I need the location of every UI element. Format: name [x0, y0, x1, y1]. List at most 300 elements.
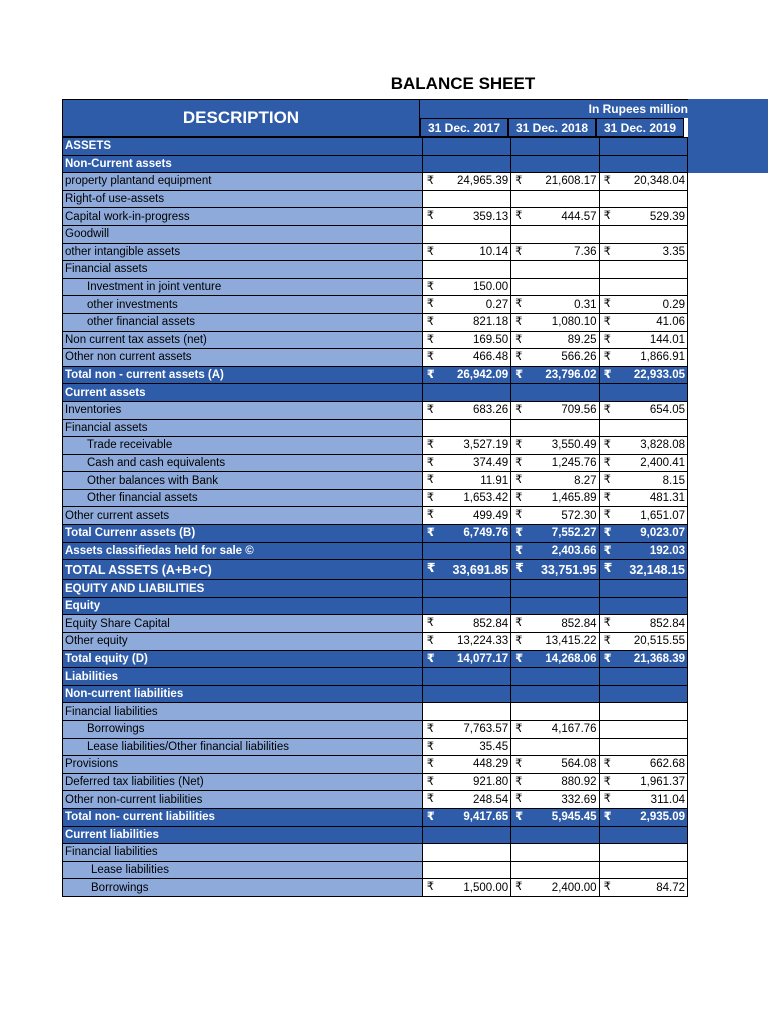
- amount: 499.49: [472, 509, 509, 522]
- value-cell: [511, 138, 599, 156]
- value-cell: [422, 721, 510, 739]
- rupee-symbol: ₹: [426, 368, 435, 381]
- rupee-symbol: ₹: [515, 210, 523, 223]
- rupee-symbol: ₹: [515, 175, 523, 188]
- rupee-symbol: ₹: [515, 245, 523, 258]
- amount: 311.04: [650, 793, 685, 806]
- row-label: Capital work-in-progress: [63, 208, 423, 226]
- value-cell: [599, 861, 687, 879]
- table-row: [63, 773, 688, 791]
- value-cell: [599, 208, 687, 226]
- row-label: Trade receivable: [63, 437, 423, 455]
- rupee-symbol: ₹: [426, 210, 435, 223]
- units-header-extension: [688, 99, 768, 173]
- value-cell: [422, 243, 510, 261]
- value-cell: [511, 190, 599, 208]
- value-cell: [599, 489, 687, 507]
- rupee-symbol: ₹: [515, 793, 523, 806]
- value-cell: [422, 844, 510, 862]
- amount: 1,080.10: [551, 316, 597, 329]
- value-cell: [511, 454, 599, 472]
- rupee-symbol: ₹: [603, 881, 611, 894]
- rupee-symbol: ₹: [426, 245, 435, 258]
- value-cell: [511, 615, 599, 633]
- row-label: Borrowings: [63, 879, 423, 897]
- rupee-symbol: ₹: [426, 280, 435, 293]
- row-label: Borrowings: [63, 721, 423, 739]
- amount: 359.13: [472, 210, 509, 223]
- rupee-symbol: ₹: [426, 527, 435, 540]
- amount: 23,796.02: [545, 369, 597, 382]
- rupee-symbol: ₹: [426, 561, 436, 576]
- value-cell: [511, 542, 599, 560]
- rupee-symbol: ₹: [603, 635, 611, 648]
- amount: 1,866.91: [640, 351, 685, 364]
- row-label: Total equity (D): [63, 650, 423, 668]
- value-cell: [422, 826, 510, 844]
- rupee-symbol: ₹: [515, 775, 523, 788]
- rupee-symbol: ₹: [603, 810, 612, 823]
- row-label: Financial assets: [63, 261, 423, 279]
- rupee-symbol: ₹: [515, 758, 523, 771]
- rupee-symbol: ₹: [515, 351, 523, 364]
- value-cell: [422, 225, 510, 243]
- value-cell: [599, 155, 687, 173]
- amount: 374.49: [472, 456, 509, 469]
- units-label: In Rupees million: [420, 99, 688, 118]
- rupee-symbol: ₹: [515, 368, 524, 381]
- rupee-symbol: ₹: [603, 544, 612, 557]
- value-cell: [422, 173, 510, 191]
- rupee-symbol: ₹: [515, 439, 523, 452]
- rupee-symbol: ₹: [603, 351, 611, 364]
- value-cell: [511, 844, 599, 862]
- row-label: other financial assets: [63, 313, 423, 331]
- amount: 20,515.55: [633, 635, 685, 648]
- amount: 11.91: [480, 474, 509, 487]
- amount: 529.39: [649, 210, 685, 223]
- table-row: [63, 190, 688, 208]
- value-cell: [422, 633, 510, 651]
- rupee-symbol: ₹: [603, 509, 611, 522]
- row-label: Non-Current assets: [63, 155, 423, 173]
- rupee-symbol: ₹: [603, 491, 611, 504]
- value-cell: [511, 721, 599, 739]
- amount: 566.26: [561, 351, 597, 364]
- row-label: Total non- current liabilities: [63, 808, 423, 826]
- value-cell: [422, 525, 510, 543]
- value-cell: [599, 791, 687, 809]
- table-row: [63, 703, 688, 721]
- value-cell: [422, 685, 510, 703]
- value-cell: [599, 366, 687, 384]
- table-row: [63, 542, 688, 560]
- table-row: [63, 633, 688, 651]
- value-cell: [511, 756, 599, 774]
- amount: 662.68: [649, 758, 685, 771]
- rupee-symbol: ₹: [426, 175, 435, 188]
- value-cell: [511, 507, 599, 525]
- rupee-symbol: ₹: [426, 403, 435, 416]
- amount: 852.84: [561, 617, 597, 630]
- amount: 14,077.17: [456, 652, 509, 665]
- amount: 89.25: [567, 333, 597, 346]
- rupee-symbol: ₹: [603, 245, 611, 258]
- value-cell: [599, 437, 687, 455]
- table-row: [63, 472, 688, 490]
- rupee-symbol: ₹: [515, 617, 523, 630]
- table-row: [63, 454, 688, 472]
- row-label: Financial liabilities: [63, 703, 423, 721]
- value-cell: [599, 525, 687, 543]
- amount: 0.29: [662, 298, 685, 311]
- row-label: Lease liabilities: [63, 861, 423, 879]
- row-label: Other balances with Bank: [63, 472, 423, 490]
- value-cell: [511, 296, 599, 314]
- value-cell: [599, 384, 687, 402]
- amount: 22,933.05: [633, 369, 685, 382]
- amount: 9,417.65: [463, 811, 509, 824]
- amount: 572.30: [561, 509, 597, 522]
- table-row: [63, 331, 688, 349]
- value-cell: [422, 313, 510, 331]
- table-row: [63, 808, 688, 826]
- amount: 0.31: [574, 298, 597, 311]
- rupee-symbol: ₹: [515, 635, 523, 648]
- row-label: property plantand equipment: [63, 173, 423, 191]
- rupee-symbol: ₹: [426, 315, 435, 328]
- amount: 852.84: [649, 617, 685, 630]
- value-cell: [422, 278, 510, 296]
- amount: 1,245.76: [551, 456, 597, 469]
- value-cell: [599, 507, 687, 525]
- amount: 852.84: [472, 617, 509, 630]
- value-cell: [422, 791, 510, 809]
- rupee-symbol: ₹: [603, 758, 611, 771]
- table-row: [63, 580, 688, 598]
- amount: 7,552.27: [551, 527, 597, 540]
- value-cell: [422, 738, 510, 756]
- value-cell: [599, 138, 687, 156]
- amount: 10.14: [479, 245, 509, 258]
- rupee-symbol: ₹: [603, 333, 611, 346]
- rupee-symbol: ₹: [515, 491, 523, 504]
- rupee-symbol: ₹: [426, 793, 435, 806]
- value-cell: [511, 419, 599, 437]
- value-cell: [599, 597, 687, 615]
- rupee-symbol: ₹: [603, 793, 611, 806]
- amount: 683.26: [472, 404, 509, 417]
- table-row: [63, 597, 688, 615]
- row-label: Provisions: [63, 756, 423, 774]
- value-cell: [599, 668, 687, 686]
- amount: 654.05: [649, 404, 685, 417]
- value-cell: [599, 313, 687, 331]
- table-row: [63, 615, 688, 633]
- rupee-symbol: ₹: [603, 210, 611, 223]
- value-cell: [511, 472, 599, 490]
- value-cell: [511, 773, 599, 791]
- value-cell: [422, 507, 510, 525]
- table-row: [63, 138, 688, 156]
- value-cell: [422, 808, 510, 826]
- value-cell: [422, 349, 510, 367]
- value-cell: [422, 560, 510, 580]
- value-cell: [599, 685, 687, 703]
- row-label: Deferred tax liabilities (Net): [63, 773, 423, 791]
- value-cell: [599, 419, 687, 437]
- value-cell: [599, 773, 687, 791]
- value-cell: [599, 756, 687, 774]
- value-cell: [511, 225, 599, 243]
- value-cell: [422, 703, 510, 721]
- value-cell: [511, 384, 599, 402]
- value-cell: [599, 296, 687, 314]
- row-label: Right-of use-assets: [63, 190, 423, 208]
- rupee-symbol: ₹: [603, 775, 611, 788]
- table-header: [62, 99, 688, 137]
- table-row: [63, 560, 688, 580]
- amount: 821.18: [472, 316, 509, 329]
- value-cell: [511, 313, 599, 331]
- rupee-symbol: ₹: [515, 315, 523, 328]
- value-cell: [422, 489, 510, 507]
- value-cell: [599, 738, 687, 756]
- value-cell: [511, 791, 599, 809]
- rupee-symbol: ₹: [426, 456, 435, 469]
- rupee-symbol: ₹: [426, 509, 435, 522]
- row-label: Other non current assets: [63, 349, 423, 367]
- column-header-2018: 31 Dec. 2018: [508, 118, 596, 137]
- rupee-symbol: ₹: [603, 474, 611, 487]
- value-cell: [599, 225, 687, 243]
- rupee-symbol: ₹: [426, 881, 435, 894]
- row-label: EQUITY AND LIABILITIES: [63, 580, 423, 598]
- rupee-symbol: ₹: [426, 491, 435, 504]
- value-cell: [511, 826, 599, 844]
- value-cell: [511, 580, 599, 598]
- value-cell: [422, 580, 510, 598]
- row-label: Financial liabilities: [63, 844, 423, 862]
- column-header-2017: 31 Dec. 2017: [420, 118, 508, 137]
- amount: 1,500.00: [463, 881, 509, 894]
- value-cell: [599, 349, 687, 367]
- value-cell: [599, 826, 687, 844]
- amount: 33,691.85: [452, 562, 509, 577]
- rupee-symbol: ₹: [515, 298, 523, 311]
- rupee-symbol: ₹: [603, 298, 611, 311]
- value-cell: [511, 738, 599, 756]
- rupee-symbol: ₹: [426, 351, 435, 364]
- value-cell: [511, 208, 599, 226]
- value-cell: [599, 190, 687, 208]
- table-row: [63, 668, 688, 686]
- value-cell: [422, 454, 510, 472]
- value-cell: [599, 808, 687, 826]
- description-header: DESCRIPTION: [62, 99, 420, 137]
- table-row: [63, 826, 688, 844]
- value-cell: [422, 773, 510, 791]
- amount: 248.54: [472, 793, 509, 806]
- value-cell: [599, 633, 687, 651]
- row-label: other investments: [63, 296, 423, 314]
- rupee-symbol: ₹: [603, 315, 611, 328]
- amount: 21,368.39: [633, 652, 685, 665]
- value-cell: [511, 331, 599, 349]
- amount: 2,403.66: [551, 544, 597, 557]
- row-label: Investment in joint venture: [63, 278, 423, 296]
- amount: 24,965.39: [456, 175, 509, 188]
- amount: 880.92: [561, 776, 597, 789]
- rupee-symbol: ₹: [515, 474, 523, 487]
- value-cell: [422, 401, 510, 419]
- amount: 8.27: [574, 474, 597, 487]
- amount: 3.35: [662, 245, 685, 258]
- amount: 26,942.09: [456, 369, 509, 382]
- rupee-symbol: ₹: [603, 617, 611, 630]
- amount: 2,400.41: [640, 456, 685, 469]
- table-row: [63, 225, 688, 243]
- amount: 2,400.00: [551, 881, 597, 894]
- value-cell: [511, 685, 599, 703]
- value-cell: [511, 366, 599, 384]
- rupee-symbol: ₹: [603, 561, 613, 576]
- table-row: [63, 261, 688, 279]
- rupee-symbol: ₹: [603, 527, 612, 540]
- value-cell: [511, 489, 599, 507]
- value-cell: [422, 155, 510, 173]
- value-cell: [422, 296, 510, 314]
- value-cell: [599, 844, 687, 862]
- value-cell: [599, 173, 687, 191]
- value-cell: [511, 861, 599, 879]
- value-cell: [599, 615, 687, 633]
- amount: 13,224.33: [456, 635, 509, 648]
- rupee-symbol: ₹: [426, 439, 435, 452]
- amount: 2,935.09: [640, 811, 685, 824]
- amount: 9,023.07: [640, 527, 685, 540]
- row-label: Assets classifiedas held for sale ©: [63, 542, 423, 560]
- value-cell: [511, 650, 599, 668]
- value-cell: [511, 879, 599, 897]
- row-label: Equity: [63, 597, 423, 615]
- table-row: [63, 844, 688, 862]
- value-cell: [511, 560, 599, 580]
- rupee-symbol: ₹: [426, 298, 435, 311]
- row-label: Non-current liabilities: [63, 685, 423, 703]
- value-cell: [511, 243, 599, 261]
- table-row: [63, 489, 688, 507]
- value-cell: [599, 721, 687, 739]
- rupee-symbol: ₹: [515, 509, 523, 522]
- rupee-symbol: ₹: [515, 881, 523, 894]
- table-row: [63, 650, 688, 668]
- amount: 150.00: [472, 281, 509, 294]
- rupee-symbol: ₹: [426, 723, 435, 735]
- amount: 35.45: [479, 740, 509, 753]
- value-cell: [422, 861, 510, 879]
- table-row: [63, 173, 688, 191]
- rupee-symbol: ₹: [426, 635, 435, 648]
- value-cell: [422, 437, 510, 455]
- value-cell: [511, 808, 599, 826]
- table-row: [63, 401, 688, 419]
- rupee-symbol: ₹: [603, 403, 611, 416]
- value-cell: [422, 756, 510, 774]
- value-cell: [511, 437, 599, 455]
- table-row: [63, 278, 688, 296]
- amount: 41.06: [656, 316, 685, 329]
- table-row: [63, 791, 688, 809]
- value-cell: [511, 173, 599, 191]
- value-cell: [599, 703, 687, 721]
- amount: 3,828.08: [640, 439, 685, 452]
- amount: 13,415.22: [545, 635, 597, 648]
- amount: 0.27: [485, 298, 509, 311]
- rupee-symbol: ₹: [426, 740, 435, 753]
- value-cell: [422, 261, 510, 279]
- value-cell: [599, 261, 687, 279]
- value-cell: [511, 261, 599, 279]
- table-row: [63, 721, 688, 739]
- amount: 3,550.49: [551, 439, 597, 452]
- rupee-symbol: ₹: [426, 810, 435, 823]
- amount: 7,763.57: [463, 723, 509, 736]
- value-cell: [422, 190, 510, 208]
- table-row: [63, 208, 688, 226]
- value-cell: [422, 366, 510, 384]
- value-cell: [511, 278, 599, 296]
- value-cell: [599, 331, 687, 349]
- row-label: Total non - current assets (A): [63, 366, 423, 384]
- value-cell: [511, 597, 599, 615]
- rupee-symbol: ₹: [603, 439, 611, 452]
- value-cell: [422, 650, 510, 668]
- rupee-symbol: ₹: [426, 474, 435, 487]
- value-cell: [599, 278, 687, 296]
- row-label: Other current assets: [63, 507, 423, 525]
- value-cell: [422, 419, 510, 437]
- value-cell: [599, 472, 687, 490]
- rupee-symbol: ₹: [515, 403, 523, 416]
- amount: 1,961.37: [640, 776, 685, 789]
- row-label: ASSETS: [63, 138, 423, 156]
- amount: 20,348.04: [633, 175, 685, 188]
- table-row: [63, 525, 688, 543]
- rupee-symbol: ₹: [426, 758, 435, 771]
- value-cell: [599, 650, 687, 668]
- balance-sheet-table: [62, 137, 688, 897]
- rupee-symbol: ₹: [426, 775, 435, 788]
- row-label: Lease liabilities/Other financial liabilities: [63, 738, 423, 756]
- value-cell: [422, 615, 510, 633]
- row-label: Current assets: [63, 384, 423, 402]
- value-cell: [422, 668, 510, 686]
- amount: 84.72: [656, 881, 685, 894]
- amount: 8.15: [662, 474, 685, 487]
- page-title: BALANCE SHEET: [390, 74, 536, 93]
- amount: 32,148.15: [629, 562, 685, 577]
- row-label: Liabilities: [63, 668, 423, 686]
- rupee-symbol: ₹: [515, 652, 524, 665]
- table-row: [63, 437, 688, 455]
- rupee-symbol: ₹: [515, 333, 523, 346]
- amount: 466.48: [472, 351, 509, 364]
- row-label: Other financial assets: [63, 489, 423, 507]
- rupee-symbol: ₹: [515, 527, 524, 540]
- rupee-symbol: ₹: [515, 544, 524, 557]
- value-cell: [511, 703, 599, 721]
